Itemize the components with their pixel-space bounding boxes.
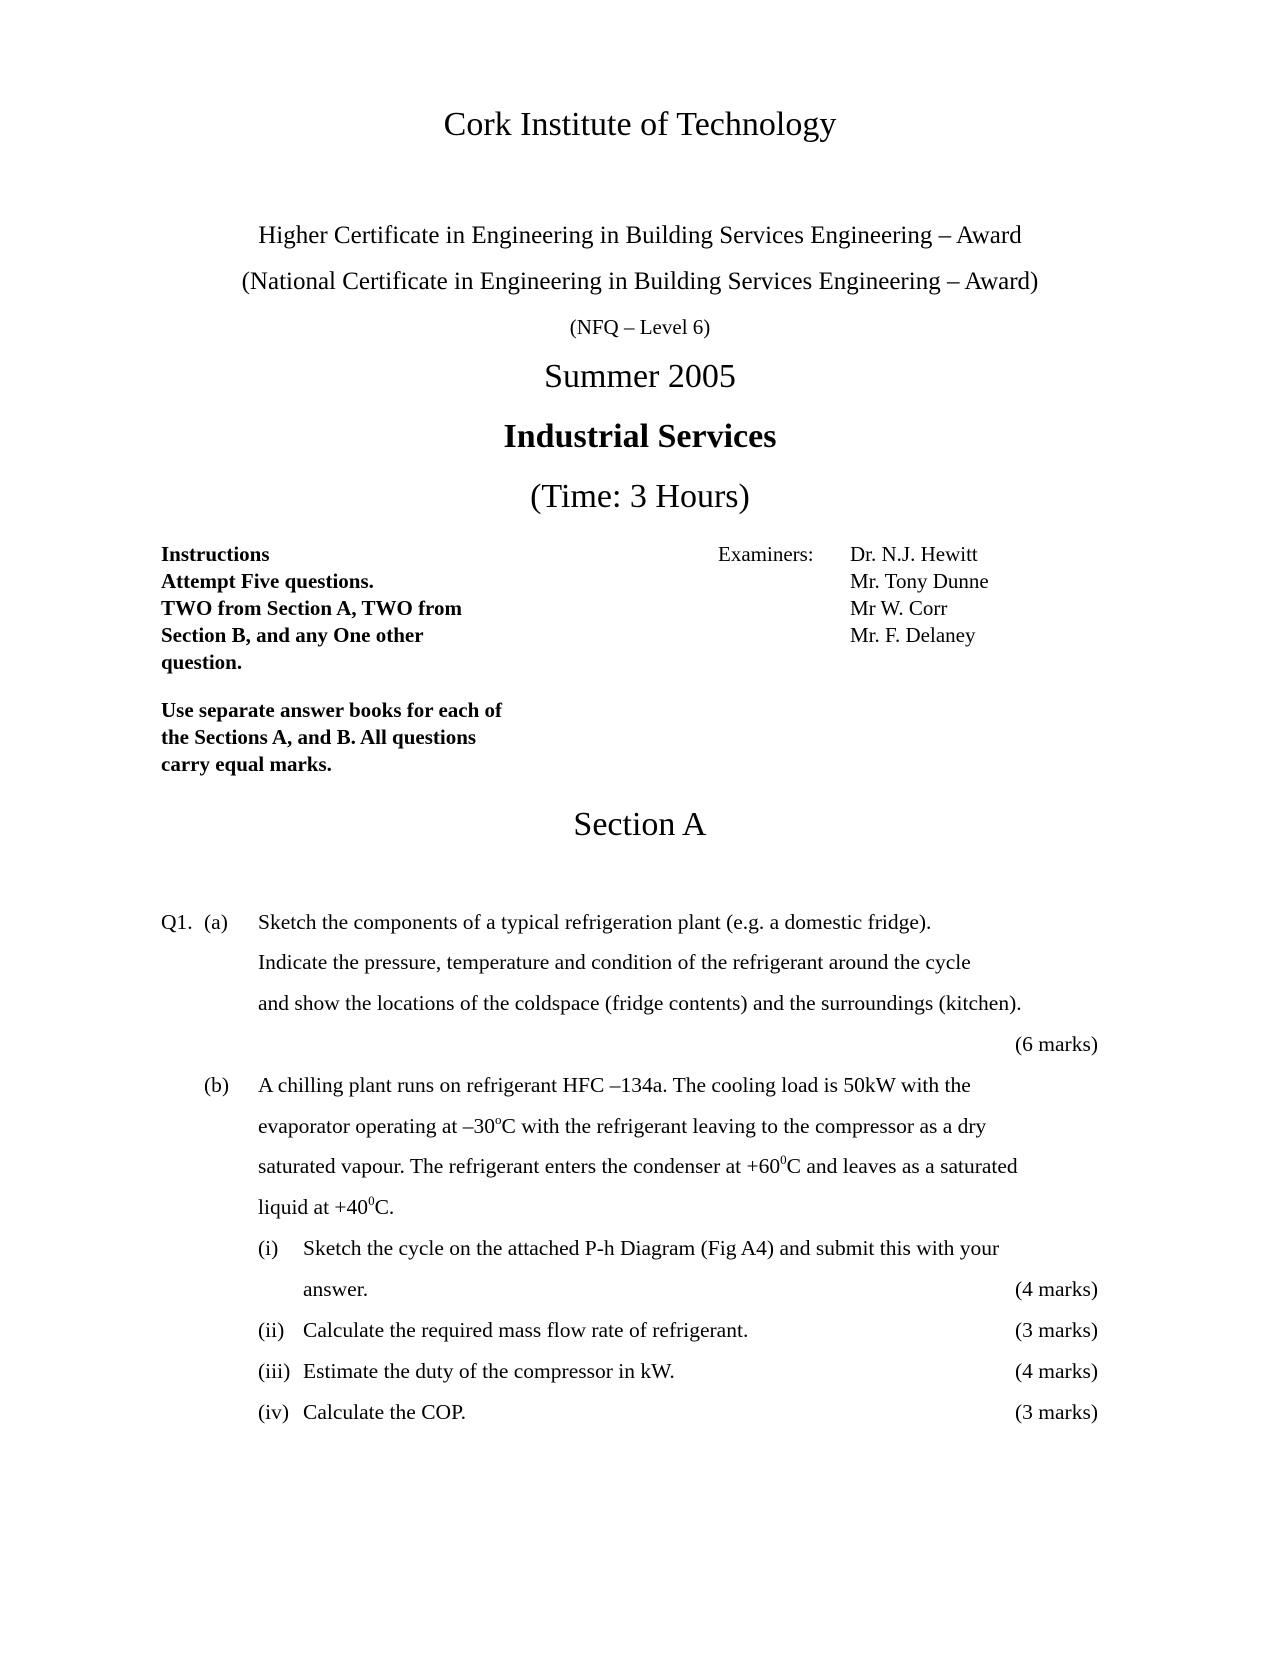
text-run: C. [374,1195,395,1219]
subpart-text: Calculate the required mass flow rate of refrigerant. [303,1318,749,1342]
instruction-line: carry equal marks. [161,752,332,776]
nfq-level: (NFQ – Level 6) [569,315,711,339]
instruction-line: Section B, and any One other [161,623,424,647]
subpart-text: Estimate the duty of the compressor in kW. [303,1359,675,1383]
institution-title: Cork Institute of Technology [443,106,837,143]
text-run: saturated vapour. The refrigerant enters the condenser at +60 [258,1154,781,1178]
part-a-line: Indicate the pressure, temperature and condition of the refrigerant around the cycle [258,950,971,974]
subpart-label: (i) [258,1236,279,1260]
programme-line-1: Higher Certificate in Engineering in Building Services Engineering – Award [258,222,1022,249]
examiner-name: Dr. N.J. Hewitt [850,542,978,566]
subpart-text: answer. [303,1277,369,1301]
text-run: C with the refrigerant leaving to the compressor as a dry [501,1114,987,1138]
instruction-line: Use separate answer books for each of [161,698,503,722]
examiners-label: Examiners: [718,542,814,566]
text-run: evaporator operating at –30 [258,1114,496,1138]
text-run: liquid at +40 [258,1195,369,1219]
part-b-line [258,1193,394,1221]
subpart-label: (iv) [258,1400,290,1424]
subpart-marks: (3 marks) [1015,1318,1098,1342]
part-a-line: Sketch the components of a typical refrigeration plant (e.g. a domestic fridge). [258,910,932,934]
subpart-marks: (4 marks) [1015,1277,1098,1301]
instructions-paragraph-1 [161,568,561,676]
exam-duration: (Time: 3 Hours) [530,478,750,515]
part-a-label: (a) [204,910,228,934]
examiner-name: Mr W. Corr [850,596,948,620]
subpart-text: Sketch the cycle on the attached P-h Diagram (Fig A4) and submit this with your [303,1236,1000,1260]
programme-line-2: (National Certificate in Engineering in Building Services Engineering – Award) [241,268,1039,295]
part-a-line: and show the locations of the coldspace (fridge contents) and the surroundings (kitchen). [258,991,1022,1015]
subpart-marks: (4 marks) [1015,1359,1098,1383]
instructions-block [161,541,561,799]
exam-session: Summer 2005 [544,358,736,395]
instruction-line: TWO from Section A, TWO from [161,596,462,620]
part-b-line [258,1112,986,1140]
part-b-label: (b) [204,1073,230,1097]
instruction-line: Attempt Five questions. [161,569,374,593]
subpart-label: (iii) [258,1359,291,1383]
subject-title: Industrial Services [503,418,777,455]
degree-superscript: o [495,1112,502,1127]
examiner-name: Mr. Tony Dunne [850,569,989,593]
examiner-name: Mr. F. Delaney [850,623,976,647]
instruction-line: question. [161,650,243,674]
degree-superscript: 0 [368,1193,375,1208]
part-a-marks: (6 marks) [1015,1032,1098,1056]
subpart-text: Calculate the COP. [303,1400,467,1424]
instructions-paragraph-2 [161,697,561,778]
subpart-label: (ii) [258,1318,285,1342]
text-run: C and leaves as a saturated [786,1154,1018,1178]
part-b-line [258,1152,1018,1180]
instruction-line: the Sections A, and B. All questions [161,725,477,749]
question-number: Q1. [161,910,193,934]
subpart-marks: (3 marks) [1015,1400,1098,1424]
degree-superscript: 0 [780,1152,787,1167]
section-heading: Section A [573,806,707,843]
instructions-heading: Instructions [161,542,270,566]
part-b-line: A chilling plant runs on refrigerant HFC –134a. The cooling load is 50kW with the [258,1073,971,1097]
examiners-list [850,541,989,649]
